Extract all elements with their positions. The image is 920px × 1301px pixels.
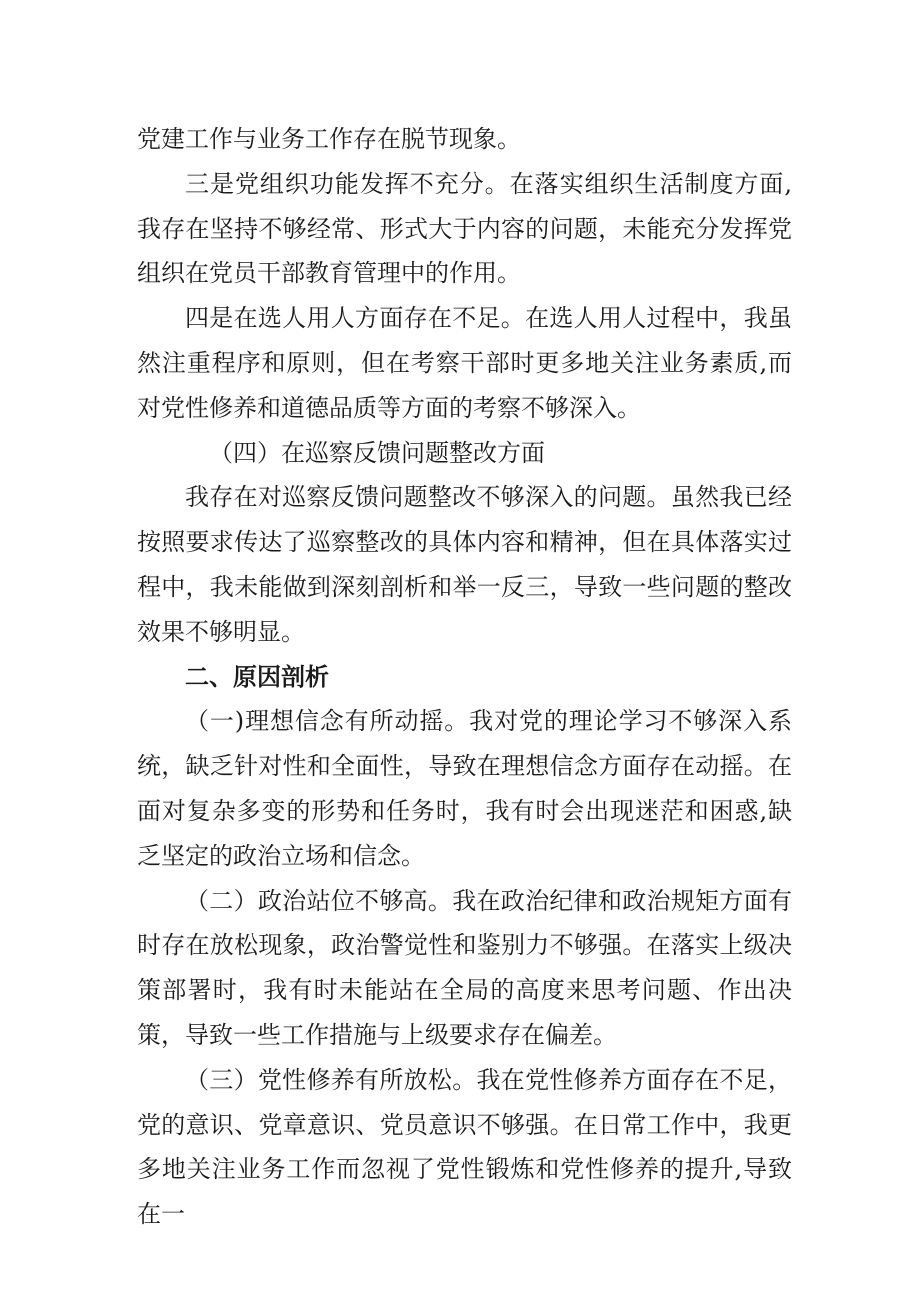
subheading-inspection-rectification: （四）在巡察反馈问题整改方面 (209, 438, 545, 467)
paragraph-party-organization: 三是党组织功能发挥不充分。在落实组织生活制度方面,我存在坚持不够经常、形式大于内容的问题，未能充分发挥党组织在党员干部教育管理中的作用。 (137, 169, 792, 288)
paragraph-personnel-selection: 四是在选人用人方面存在不足。在选人用人过程中，我虽然注重程序和原则，但在考察干部时更多地关注业务素质,而对党性修养和道德品质等方面的考察不够深入。 (137, 304, 792, 422)
paragraph-ideals-beliefs: （一)理想信念有所动摇。我对党的理论学习不够深入系统，缺乏针对性和全面性，导致在理想信念方面存在动摇。在面对复杂多变的形势和任务时，我有时会出现迷茫和困惑,缺乏坚定的政治立场和信念。 (137, 707, 792, 870)
document-body (137, 117, 792, 1237)
section-heading-cause-analysis: 二、原因剖析 (185, 662, 329, 691)
paragraph-party-spirit: （三）党性修养有所放松。我在党性修养方面存在不足，党的意识、党章意识、党员意识不够强。在日常工作中，我更多地关注业务工作而忽视了党性锻炼和党性修养的提升,导致在一 (137, 1065, 792, 1229)
paragraph-political-stance: （二）政治站位不够高。我在政治纪律和政治规矩方面有时存在放松现象，政治警觉性和鉴别力不够强。在落实上级决策部署时，我有时未能站在全局的高度来思考问题、作出决策，导致一些工作措施与上级要求存在偏差。 (137, 886, 792, 1049)
paragraph-continuation: 党建工作与业务工作存在脱节现象。 (137, 125, 521, 153)
paragraph-inspection-feedback: 我存在对巡察反馈问题整改不够深入的问题。虽然我已经按照要求传达了巡察整改的具体内容和精神，但在具体落实过程中，我未能做到深刻剖析和举一反三，导致一些问题的整改效果不够明显。 (137, 483, 792, 646)
